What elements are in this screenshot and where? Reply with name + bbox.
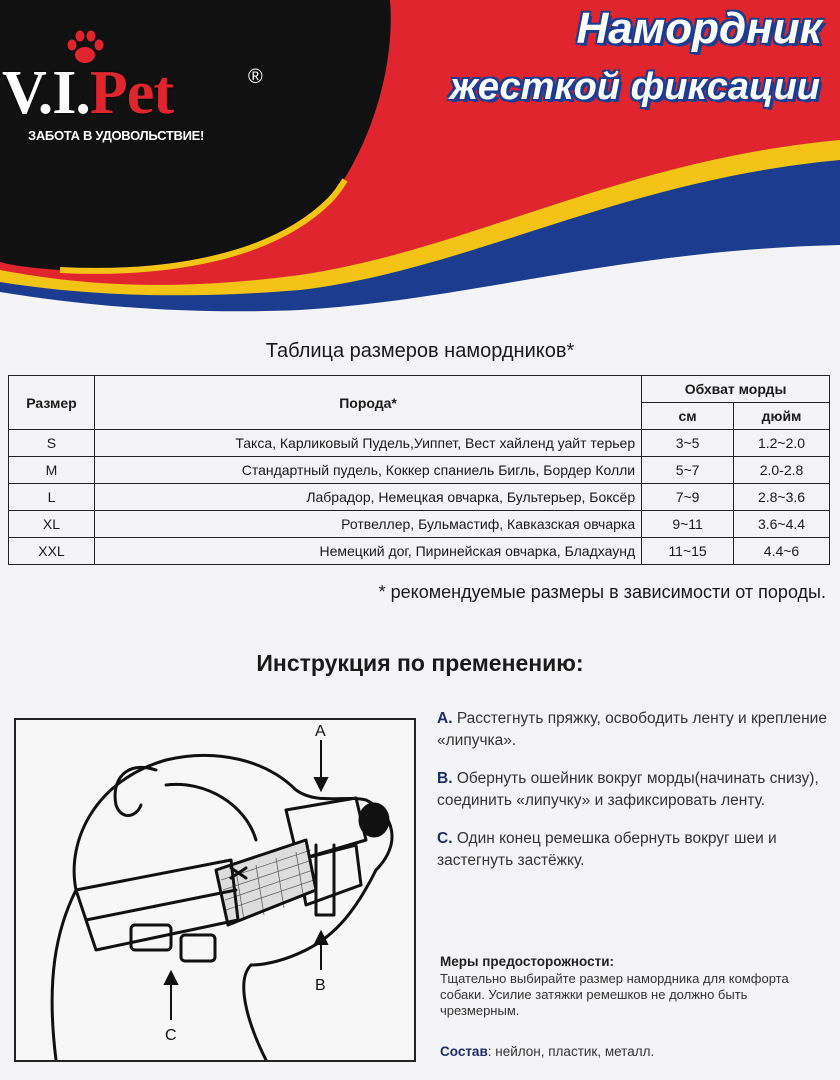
inch-cell: 4.4~6: [734, 538, 830, 565]
size-cell: S: [9, 430, 95, 457]
size-cell: XXL: [9, 538, 95, 565]
step-c: [437, 828, 832, 872]
brand-wordmark: [2, 59, 270, 127]
table-row: [9, 430, 830, 457]
inch-cell: 2.8~3.6: [734, 484, 830, 511]
step-text: Один конец ремешка обернуть вокруг шеи и застегнуть застёжку.: [437, 830, 777, 869]
instructions-title: Инструкция по пременению:: [256, 650, 584, 676]
product-title-line2: жесткой фиксации: [449, 66, 820, 108]
brand-name-vi: V.I.: [2, 59, 90, 127]
cm-cell: 11~15: [642, 538, 734, 565]
table-row: [9, 538, 830, 565]
size-cell: XL: [9, 511, 95, 538]
dog-muzzle-illustration: [16, 720, 414, 1060]
warning-title: Меры предосторожности:: [440, 954, 615, 969]
header-inch: дюйм: [734, 403, 830, 430]
step-letter: A.: [437, 710, 453, 727]
inch-cell: 1.2~2.0: [734, 430, 830, 457]
cm-cell: 7~9: [642, 484, 734, 511]
table-row: [9, 457, 830, 484]
step-text: Обернуть ошейник вокруг морды(начинать снизу), соединить «липучку» и зафиксировать ленту.: [437, 770, 819, 809]
header-size: Размер: [9, 376, 95, 430]
size-table: [8, 375, 830, 565]
warning-text: Тщательно выбирайте размер намордника для комфорта собаки. Усилие затяжки ремешков не должно быть чрезмерным.: [440, 971, 789, 1018]
breed-cell: Стандартный пудель, Коккер спаниель Бигль, Бордер Колли: [94, 457, 641, 484]
step-b: [437, 768, 832, 812]
step-text: Расстегнуть пряжку, освободить ленту и крепление «липучка».: [437, 710, 827, 749]
diagram-label-c: C: [165, 1027, 177, 1044]
brand-name-pet: Pet: [89, 59, 173, 127]
breed-cell: Немецкий дог, Пиринейская овчарка, Бладхаунд: [94, 538, 641, 565]
composition: [440, 1044, 654, 1059]
brand-slogan: ЗАБОТА В УДОВОЛЬСТВИЕ!: [28, 128, 205, 143]
cm-cell: 3~5: [642, 430, 734, 457]
header-banner: [0, 0, 840, 320]
size-cell: L: [9, 484, 95, 511]
composition-label: Состав: [440, 1044, 488, 1059]
product-title-line1: Намордник: [576, 4, 822, 53]
breed-cell: Ротвеллер, Бульмастиф, Кавказская овчарка: [94, 511, 641, 538]
header-breed: Порода*: [94, 376, 641, 430]
inch-cell: 2.0-2.8: [734, 457, 830, 484]
breed-cell: Лабрадор, Немецкая овчарка, Бультерьер, Боксёр: [94, 484, 641, 511]
diagram-label-a: A: [315, 723, 326, 740]
composition-text: : нейлон, пластик, металл.: [487, 1044, 655, 1059]
step-letter: C.: [437, 830, 453, 847]
step-a: [437, 708, 832, 752]
diagram-label-b: B: [315, 977, 326, 994]
cm-cell: 5~7: [642, 457, 734, 484]
size-table-title: Таблица размеров намордников*: [265, 340, 575, 362]
registered-mark: ®: [248, 66, 263, 88]
size-table-footnote: * рекомендуемые размеры в зависимости от породы.: [378, 582, 826, 602]
brand-logo: [0, 59, 270, 143]
breed-cell: Такса, Карликовый Пудель,Уиппет, Вест хайленд уайт терьер: [94, 430, 641, 457]
header-girth: Обхват морды: [642, 376, 830, 403]
table-row: [9, 484, 830, 511]
table-row: [9, 511, 830, 538]
inch-cell: 3.6~4.4: [734, 511, 830, 538]
muzzle-diagram: [14, 718, 416, 1062]
size-cell: M: [9, 457, 95, 484]
step-letter: B.: [437, 770, 453, 787]
cm-cell: 9~11: [642, 511, 734, 538]
header-cm: см: [642, 403, 734, 430]
instruction-steps: [437, 708, 832, 888]
